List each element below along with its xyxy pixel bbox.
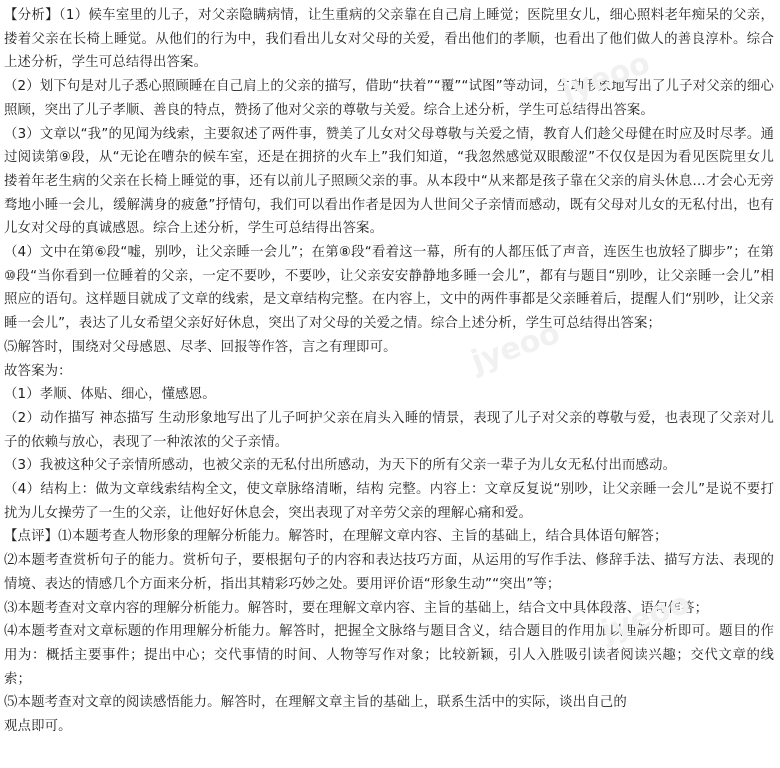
- answer-heading: 故答案为：: [4, 363, 72, 379]
- comment-4: ⑷本题考查对文章标题的作用理解分析能力。解答时，把握全文脉络与题目含义，结合题目的作用加以理解分析即可。题目的作用为：概括主要事件；提出中心；交代事情的时间、人物等写作对象；比较新颖，引人入胜吸引读者阅读兴趣；交代文章的线索；: [4, 624, 774, 687]
- comment-5: ⑸本题考查对文章的阅读感悟能力。解答时，在理解文章主旨的基础上，联系生活中的实际，谈出自己的: [4, 695, 627, 711]
- comment-3: ⑶本题考查对文章内容的理解分析能力。解答时，要在理解文章内容、主旨的基础上，结合文中具体段落、语句作答；: [4, 600, 709, 616]
- analysis-section: [4, 4, 774, 360]
- comment-1: 【点评】⑴本题考查人物形象的理解分析能力。解答时，在理解文章内容、主旨的基础上，结合具体语句解答；: [4, 529, 668, 545]
- answer-4: （4）结构上：做为文章线索结构全文，使文章脉络清晰，结构 完整。内容上：文章反复说“别吵，让父亲睡一会儿”是说不要打扰为儿女操劳了一生的父亲，让他好好休息会，突出表现了对辛劳父亲的理解心痛和爱。: [4, 482, 774, 521]
- answer-2: （2）动作描写 神态描写 生动形象地写出了儿子呵护父亲在肩头入睡的情景，表现了儿子对父亲的尊敬与爱，也表现了父亲对儿子的依赖与放心，表现了一种浓浓的父子亲情。: [4, 410, 774, 450]
- watermark: jyeoo: [596, 585, 695, 650]
- comment-section: [4, 525, 774, 738]
- analysis-paragraph-1: 【分析】（1）候车室里的儿子，对父亲隐瞒病情，让生重病的父亲靠在自己肩上睡觉；医院里女儿，细心照料老年痴呆的父亲，搂着父亲在长椅上睡觉。从他们的行为中，我们看出儿女对父母的关爱，看出他们的孝顺，也看出了他们做人的善良淳朴。综合上述分析，学生可总结得出答案。: [4, 8, 774, 71]
- analysis-paragraph-5: ⑸解答时，围绕对父母感恩、尽孝、回报等作答，言之有理即可。: [4, 339, 397, 355]
- watermark: jyeoo: [466, 315, 565, 380]
- watermark: jyeoo: [556, 45, 655, 110]
- analysis-paragraph-4: （4）文中在第⑥段“嘘，别吵，让父亲睡一会儿”；在第⑧段“看着这一幕，所有的人都压低了声音，连医生也放轻了脚步”；在第⑩段“当你看到一位睡着的父亲，一定不要吵，不要吵，让父亲安安静静地多睡一会儿”，都有与题目“别吵，让父亲睡一会儿”相照应的语句。这样题目就成了文章的线索，是文章结构完整。在内容上，文中的两件事都是父亲睡着后，提醒人们“别吵，让父亲睡一会儿”，表达了儿女希望父亲好好休息，突出了对父母的关爱之情。综合上述分析，学生可总结得出答案；: [4, 245, 774, 332]
- comment-2: ⑵本题考查赏析句子的能力。赏析句子，要根据句子的内容和表达技巧方面，从运用的写作手法、修辞手法、描写方法、表现的情境、表达的情感几个方面来分析，指出其精彩巧妙之处。要用评价语“形象生动”“突出”等；: [4, 553, 774, 592]
- analysis-paragraph-3: （3）文章以“我”的见闻为线索，主要叙述了两件事，赞美了儿女对父母尊敬与关爱之情，教育人们趁父母健在时应及时尽孝。通过阅读第⑨段，从“无论在嘈杂的候车室，还是在拥挤的火车上”我们知道，“我忽然感觉双眼酸涩”不仅仅是因为看见医院里女儿搂着年老生病的父亲在长椅上睡觉的事，还有以前儿子照顾父亲的事。从本段中“从来都是孩子靠在父亲的肩头休息…才会心无旁骛地小睡一会儿，缓解满身的疲惫”抒情句，我们可以看出作者是因为人世间父子亲情而感动，既有父母对儿女的无私付出，也有儿女对父母的真诚感恩。综合上述分析，学生可总结得出答案。: [4, 126, 774, 237]
- answer-1: （1）孝顺、体贴、细心，懂感恩。: [4, 387, 216, 403]
- analysis-paragraph-2: （2）划下句是对儿子悉心照顾睡在自己肩上的父亲的描写，借助“扶着”“覆”“试图”等动词，生动形象地写出了儿子对父亲的细心照顾，突出了儿子孝顺、善良的特点，赞扬了他对父亲的尊敬与关爱。综合上述分析，学生可总结得出答案。: [4, 79, 774, 118]
- answer-section: [4, 360, 774, 526]
- comment-5-continued: 观点即可。: [4, 719, 72, 735]
- answer-3: （3）我被这种父子亲情所感动，也被父亲的无私付出所感动，为天下的所有父亲一辈子为儿女无私付出而感动。: [4, 458, 677, 474]
